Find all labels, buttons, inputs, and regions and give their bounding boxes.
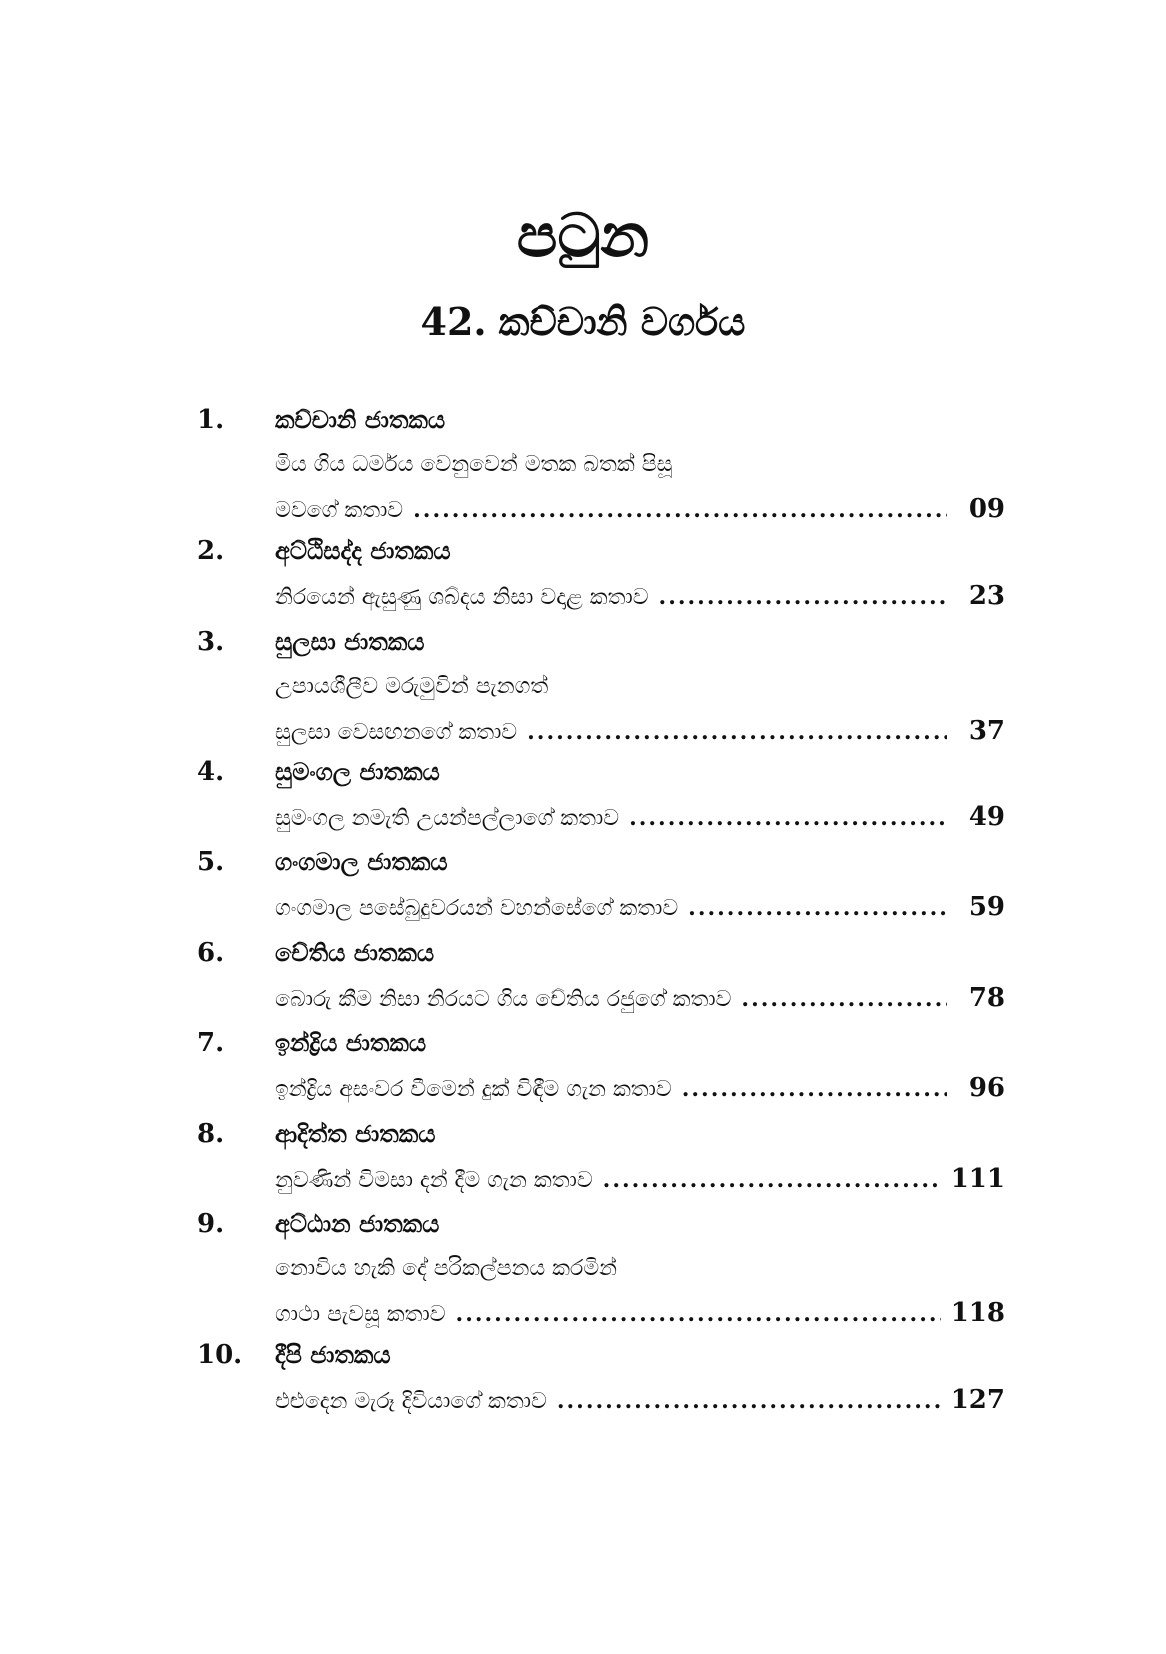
entry-title: කච්චානි ජාතකය <box>275 406 446 434</box>
entry-description-line <box>275 1159 1005 1199</box>
entry-number: 1. <box>197 405 225 435</box>
entry-description-line <box>275 1068 1005 1108</box>
chapter-title: කච්චානි වර්ගය <box>498 300 746 344</box>
entry-description-line <box>275 978 1005 1018</box>
dot-leader <box>557 1381 941 1421</box>
page-number: 78 <box>968 983 1005 1013</box>
dot-leader <box>659 577 947 617</box>
entry-description: නොවිය හැකි දේ පරිකල්පනය කරමින් <box>275 1256 618 1281</box>
entry-title: දීපි ජාතකය <box>275 1341 391 1369</box>
page-number: 09 <box>968 494 1005 524</box>
dot-leader <box>682 1069 947 1109</box>
entry-description: ගංගමාල පසේබුදුවරයන් වහන්සේගේ කතාව <box>275 896 679 921</box>
entry-number: 7. <box>197 1028 225 1058</box>
entry-description-line <box>275 711 1005 751</box>
entry-description: උපායශීලීව මරුමුවින් පැනගත් <box>275 674 549 699</box>
dot-leader <box>527 712 947 752</box>
entry-description: එළුදෙන මැරූ දිවියාගේ කතාව <box>275 1389 547 1414</box>
page-number: 127 <box>950 1385 1005 1415</box>
page-number: 118 <box>950 1298 1005 1328</box>
entry-number: 3. <box>197 627 225 657</box>
entry-description: බොරු කීම නිසා නිරයට ගිය චේතිය රජුගේ කතාව <box>275 987 732 1012</box>
entry-description-line <box>275 576 1005 616</box>
entry-description: නුවණින් විමසා දන් දීම ගැන කතාව <box>275 1168 593 1193</box>
entry-description-line <box>275 445 1005 485</box>
dot-leader <box>688 888 947 928</box>
entry-title: අට්ඨාන ජාතකය <box>275 1210 440 1238</box>
dot-leader <box>413 490 947 530</box>
entry-number: 8. <box>197 1119 225 1149</box>
entry-description-line <box>275 489 1005 529</box>
page-title: පටුන <box>516 201 650 271</box>
entry-description: සුලසා වෙසඟනගේ කතාව <box>275 720 518 745</box>
chapter-number: 42. <box>420 299 487 344</box>
entry-title: ඉන්ද්‍රිය ජාතකය <box>275 1029 427 1057</box>
dot-leader <box>456 1294 941 1334</box>
entry-description-line <box>275 1249 1005 1289</box>
entry-title: සුලසා ජාතකය <box>275 628 425 656</box>
entry-title: චේතිය ජාතකය <box>275 939 435 967</box>
page-number: 37 <box>968 716 1005 746</box>
entry-description: මිය ගිය ධර්මය වෙනුවෙන් මතක බතක් පිසූ <box>275 452 673 477</box>
entry-number: 6. <box>197 938 225 968</box>
dot-leader <box>741 979 947 1019</box>
entry-description-line <box>275 887 1005 927</box>
page-number: 23 <box>968 581 1005 611</box>
entry-description-line <box>275 797 1005 837</box>
entry-title: ගංගමාල ජාතකය <box>275 848 448 876</box>
entry-number: 10. <box>197 1340 243 1370</box>
page-number: 111 <box>950 1164 1005 1194</box>
dot-leader <box>603 1160 941 1200</box>
entry-description-line <box>275 1380 1005 1420</box>
entry-description-line <box>275 1293 1005 1333</box>
entry-title: ආදිත්ත ජාතකය <box>275 1120 436 1148</box>
entry-number: 4. <box>197 757 225 787</box>
entry-title: සුමංගල ජාතකය <box>275 758 440 786</box>
entry-number: 2. <box>197 536 225 566</box>
entry-title: අට්ඨිසද්ද ජාතකය <box>275 537 451 565</box>
entry-number: 9. <box>197 1209 225 1239</box>
entry-number: 5. <box>197 847 225 877</box>
entry-description: සුමංගල නමැති උයන්පල්ලාගේ කතාව <box>275 806 620 831</box>
page-number: 59 <box>968 892 1005 922</box>
entry-description-line <box>275 667 1005 707</box>
page-number: 49 <box>968 802 1005 832</box>
dot-leader <box>629 798 947 838</box>
entry-description: ගාථා පැවසූ කතාව <box>275 1302 446 1327</box>
page-number: 96 <box>968 1073 1005 1103</box>
entry-description: මවගේ කතාව <box>275 498 404 523</box>
entry-description: ඉන්ද්‍රිය අසංවර වීමෙන් දුක් විඳීම ගැන කතාව <box>275 1077 672 1102</box>
entry-description: නිරයෙන් ඇසුණු ශබ්දය නිසා වදාළ කතාව <box>275 585 649 610</box>
